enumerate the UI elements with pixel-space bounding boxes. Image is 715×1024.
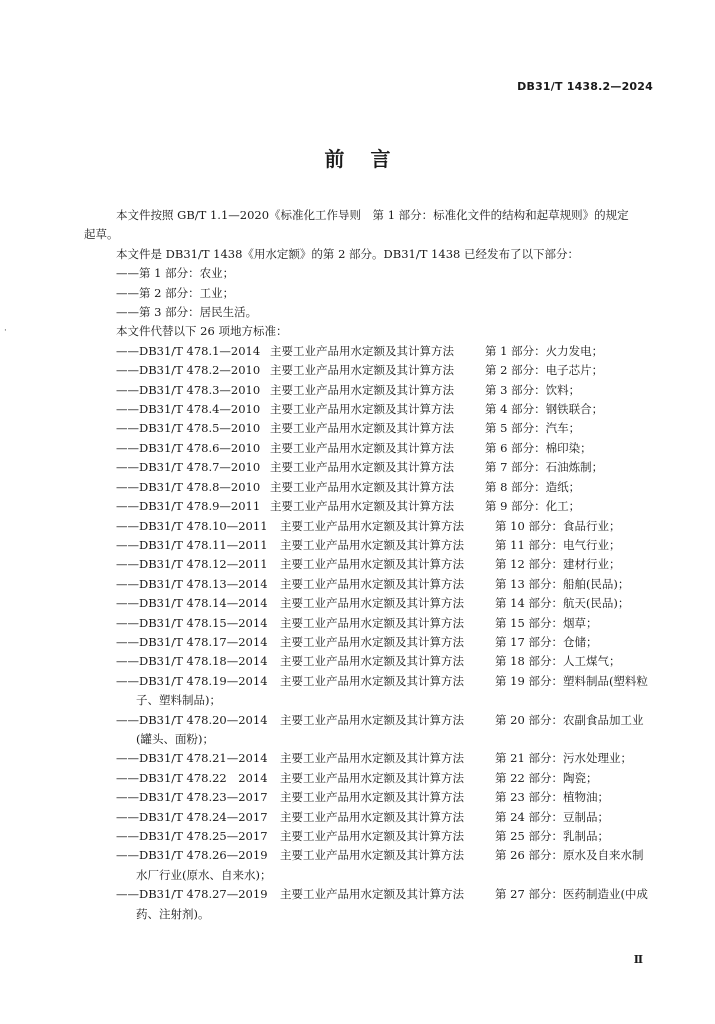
standard-code: ——DB31/T 478.4—2010 (116, 402, 261, 417)
part-list-item: ——第 1 部分：农业； (116, 266, 235, 281)
standard-title: 主要工业产品用水定额及其计算方法 (270, 440, 454, 455)
standard-part: 第 18 部分：人工煤气； (495, 654, 621, 669)
standard-code: ——DB31/T 478.13—2014 (116, 576, 268, 591)
standard-title: 主要工业产品用水定额及其计算方法 (280, 829, 464, 843)
standard-part: 第 6 部分：棉印染； (485, 440, 592, 455)
standard-code: ——DB31/T 478.25—2017 (116, 829, 268, 843)
standard-code: ——DB31/T 478.27—2019 (116, 887, 268, 902)
standard-title: 主要工业产品用水定额及其计算方法 (270, 499, 454, 514)
standard-part: 第 9 部分：化工； (485, 499, 581, 514)
standard-title: 主要工业产品用水定额及其计算方法 (270, 460, 454, 475)
page-title: 前言 (324, 147, 417, 171)
standard-list-item (84, 808, 654, 827)
standard-part: 第 20 部分：农副食品加工业 (495, 712, 644, 727)
standard-title: 主要工业产品用水定额及其计算方法 (280, 654, 464, 669)
standard-part: 第 22 部分：陶瓷； (495, 770, 598, 785)
standard-list-item (84, 517, 654, 536)
standard-title: 主要工业产品用水定额及其计算方法 (280, 751, 464, 766)
standard-title: 主要工业产品用水定额及其计算方法 (280, 887, 464, 902)
standard-list-item (84, 575, 654, 594)
standard-list-item (84, 458, 654, 477)
standard-code: ——DB31/T 478.9—2011 (116, 499, 261, 514)
standard-part: 第 2 部分：电子芯片； (485, 363, 604, 378)
standard-code: ——DB31/T 478.23—2017 (116, 790, 268, 805)
standard-list-item (84, 769, 654, 788)
standard-list-item (84, 497, 654, 516)
standard-code: ——DB31/T 478.10—2011 (116, 518, 268, 533)
standard-title: 主要工业产品用水定额及其计算方法 (280, 576, 464, 591)
standard-part: 第 25 部分：乳制品； (495, 829, 609, 843)
standard-code: ——DB31/T 478.14—2014 (116, 596, 268, 611)
standard-code: ——DB31/T 478.20—2014 (116, 712, 268, 727)
intro-line: 本文件按照 GB/T 1.1—2020《标准化工作导则 第 1 部分：标准化文件的结构和起草规则》的规定 (116, 208, 629, 222)
standard-list-item (84, 788, 654, 807)
standard-part-continuation: 药、注射剂)。 (136, 906, 210, 921)
standard-title: 主要工业产品用水定额及其计算方法 (280, 848, 464, 863)
standard-title: 主要工业产品用水定额及其计算方法 (280, 634, 464, 649)
standard-title: 主要工业产品用水定额及其计算方法 (280, 615, 464, 630)
standard-title: 主要工业产品用水定额及其计算方法 (280, 518, 464, 533)
standard-title: 主要工业产品用水定额及其计算方法 (280, 712, 464, 727)
standard-code: ——DB31/T 478.2—2010 (116, 363, 261, 378)
standard-list-item (84, 342, 654, 361)
replace-statement: 本文件代替以下 26 项地方标准： (116, 324, 288, 339)
standard-part: 第 15 部分：烟草； (495, 615, 598, 630)
standard-list-item (84, 439, 654, 458)
standard-title: 主要工业产品用水定额及其计算方法 (270, 479, 454, 494)
standard-list-item (84, 885, 654, 904)
standard-list-item (84, 478, 654, 497)
standard-list-item (84, 633, 654, 652)
standard-list-item (84, 672, 654, 691)
standard-list-item (84, 711, 654, 730)
standard-code: ——DB31/T 478.24—2017 (116, 809, 268, 824)
standard-code: ——DB31/T 478.21—2014 (116, 751, 268, 766)
standard-list-item (84, 614, 654, 633)
standard-part: 第 1 部分：火力发电； (485, 343, 604, 358)
page-number: Ⅱ (633, 953, 643, 966)
standard-part: 第 14 部分：航天(民品)； (495, 596, 630, 611)
standard-part-continuation: 子、塑料制品)； (136, 693, 221, 708)
standard-title: 主要工业产品用水定额及其计算方法 (270, 343, 454, 358)
standard-title: 主要工业产品用水定额及其计算方法 (270, 382, 454, 397)
standard-title: 主要工业产品用水定额及其计算方法 (280, 557, 464, 572)
standard-part: 第 5 部分：汽车； (485, 421, 581, 436)
standard-list-item (84, 419, 654, 438)
standard-list-item (84, 381, 654, 400)
standard-list-item (84, 536, 654, 555)
standard-part: 第 23 部分：植物油； (495, 790, 609, 805)
standard-code: ——DB31/T 478.26—2019 (116, 848, 268, 863)
standard-code: ——DB31/T 478.12—2011 (116, 557, 268, 572)
replaced-standards-list (84, 342, 654, 924)
standard-list-item (84, 361, 654, 380)
standard-part: 第 27 部分：医药制造业(中成 (495, 887, 648, 902)
standard-code: ——DB31/T 478.3—2010 (116, 382, 261, 397)
standard-title: 主要工业产品用水定额及其计算方法 (280, 790, 464, 805)
standard-part-continuation: 水厂行业(原水、自来水)； (136, 867, 272, 882)
standard-title: 主要工业产品用水定额及其计算方法 (280, 596, 464, 611)
standard-part: 第 12 部分：建材行业； (495, 557, 621, 572)
intro-line-continuation: 起草。 (84, 227, 119, 242)
standard-code: ——DB31/T 478.6—2010 (116, 440, 261, 455)
standard-code: ——DB31/T 478.15—2014 (116, 615, 268, 630)
standard-part-continuation: (罐头、面粉)； (136, 731, 214, 746)
standard-list-item (84, 827, 654, 846)
standard-code: ——DB31/T 478.22 2014 (116, 770, 268, 785)
standard-code: ——DB31/T 478.11—2011 (116, 537, 268, 552)
standard-part: 第 8 部分：造纸； (485, 479, 581, 494)
standard-title: 主要工业产品用水定额及其计算方法 (270, 402, 454, 417)
standard-title: 主要工业产品用水定额及其计算方法 (280, 770, 464, 785)
standard-part: 第 10 部分：食品行业； (495, 518, 621, 533)
margin-mark: · (4, 326, 7, 336)
standard-code: ——DB31/T 478.19—2014 (116, 673, 268, 688)
part-list-item: ——第 3 部分：居民生活。 (116, 305, 258, 320)
standard-list-item (84, 652, 654, 671)
standard-title: 主要工业产品用水定额及其计算方法 (280, 809, 464, 824)
standard-code: ——DB31/T 478.8—2010 (116, 479, 261, 494)
document-body (84, 206, 654, 924)
standard-code: ——DB31/T 478.18—2014 (116, 654, 268, 669)
standard-title: 主要工业产品用水定额及其计算方法 (280, 537, 464, 552)
standard-part: 第 3 部分：饮料； (485, 382, 581, 397)
standard-part: 第 17 部分：仓储； (495, 634, 598, 649)
standard-title: 主要工业产品用水定额及其计算方法 (270, 421, 454, 436)
standard-code: ——DB31/T 478.17—2014 (116, 634, 268, 649)
standard-code: ——DB31/T 478.5—2010 (116, 421, 261, 436)
standard-list-item (84, 749, 654, 768)
standard-part: 第 24 部分：豆制品； (495, 809, 609, 824)
standard-title: 主要工业产品用水定额及其计算方法 (280, 673, 464, 688)
standard-list-item (84, 555, 654, 574)
standard-part: 第 13 部分：船舶(民品)； (495, 576, 630, 591)
standard-part: 第 11 部分：电气行业； (495, 537, 621, 552)
standard-part: 第 19 部分：塑料制品(塑料粒 (495, 673, 648, 688)
standard-code: ——DB31/T 478.1—2014 (116, 343, 261, 358)
standard-part: 第 4 部分：钢铁联合； (485, 402, 604, 417)
standard-list-item (84, 846, 654, 865)
standard-part: 第 7 部分：石油炼制； (485, 460, 604, 475)
standard-code: ——DB31/T 478.7—2010 (116, 460, 261, 475)
intro-line: 本文件是 DB31/T 1438《用水定额》的第 2 部分。DB31/T 1438 已经发布了以下部分： (116, 246, 579, 261)
part-list-item: ——第 2 部分：工业； (116, 285, 235, 300)
standard-part: 第 21 部分：污水处理业； (495, 751, 632, 766)
document-code: DB31/T 1438.2—2024 (517, 80, 653, 93)
standard-part: 第 26 部分：原水及自来水制 (495, 848, 644, 863)
standard-list-item (84, 594, 654, 613)
standard-title: 主要工业产品用水定额及其计算方法 (270, 363, 454, 378)
standard-list-item (84, 400, 654, 419)
